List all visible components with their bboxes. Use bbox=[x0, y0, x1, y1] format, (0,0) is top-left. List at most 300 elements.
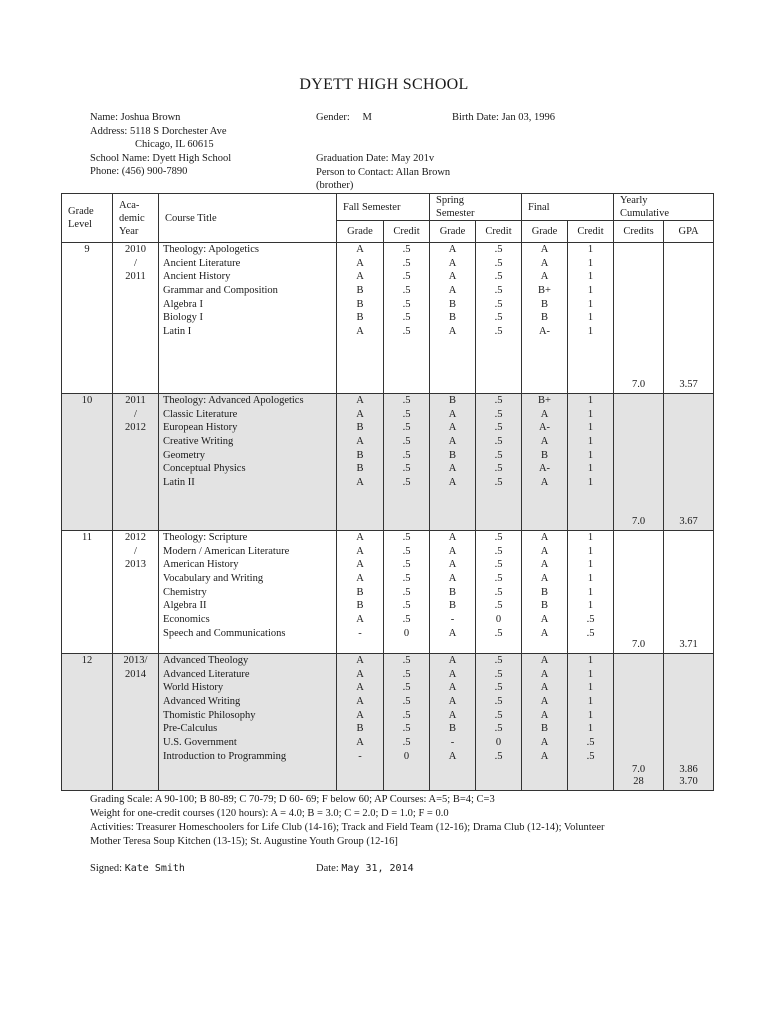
fall-grade: B bbox=[356, 422, 364, 434]
spring-grade: A bbox=[448, 285, 457, 297]
activities-line-1: Activities: Treasurer Homeschoolers for Life Club (14-16); Track and Field Team (12-16); Drama Club (12-14); Volunteer bbox=[90, 822, 605, 833]
course-title: Biology I bbox=[163, 312, 203, 324]
course-title: Algebra II bbox=[163, 600, 207, 612]
final-grade: A bbox=[540, 668, 549, 680]
fall-grade: A bbox=[356, 408, 364, 420]
course-title: Economics bbox=[163, 614, 210, 626]
fall-credit: .5 bbox=[402, 668, 411, 680]
spring-grade: B bbox=[449, 395, 457, 406]
fall-grade: A bbox=[356, 696, 364, 708]
year-start: 2010 bbox=[125, 244, 146, 255]
header-yearly-cumulative: Yearly Cumulative bbox=[614, 194, 714, 221]
gpa-value: 3.71 bbox=[679, 639, 698, 650]
fall-credit-cell bbox=[384, 243, 430, 394]
course-title: Conceptual Physics bbox=[163, 463, 246, 475]
final-credit: 1 bbox=[587, 326, 594, 338]
fall-grade: A bbox=[356, 271, 364, 283]
gender-value: M bbox=[362, 112, 372, 123]
final-grade: B bbox=[541, 586, 549, 598]
cumulative-gpa-cell bbox=[664, 654, 714, 791]
fall-credit: .5 bbox=[402, 586, 411, 598]
final-credit: 1 bbox=[587, 682, 594, 694]
contact-line-2: (brother) bbox=[316, 180, 354, 191]
fall-grade: A bbox=[356, 257, 364, 269]
spring-credit-cell bbox=[476, 394, 522, 531]
spring-grade: A bbox=[448, 532, 457, 543]
final-credit: 1 bbox=[587, 408, 594, 420]
spring-grade: A bbox=[448, 463, 457, 475]
fall-credit-cell bbox=[384, 531, 430, 654]
spring-credit: .5 bbox=[494, 271, 503, 283]
final-credit: 1 bbox=[587, 709, 594, 721]
spring-grade: A bbox=[448, 271, 457, 283]
spring-grade: A bbox=[448, 326, 457, 338]
course-title: Classic Literature bbox=[163, 408, 238, 420]
spring-grade-cell bbox=[430, 243, 476, 394]
final-credit-cell bbox=[568, 531, 614, 654]
fall-grade-cell bbox=[337, 654, 384, 791]
final-credit: .5 bbox=[586, 750, 595, 762]
course-title: American History bbox=[163, 559, 239, 571]
spring-credit: .5 bbox=[494, 422, 503, 434]
final-credit: 1 bbox=[587, 723, 594, 735]
fall-grade: A bbox=[356, 709, 364, 721]
year-start: 2012 bbox=[125, 532, 146, 543]
grade-level-cell bbox=[62, 243, 113, 394]
spring-credit: .5 bbox=[494, 750, 503, 762]
fall-grade: A bbox=[356, 395, 364, 406]
spring-credit: .5 bbox=[494, 696, 503, 708]
academic-year-cell bbox=[113, 394, 159, 531]
fall-credit: .5 bbox=[402, 655, 411, 666]
fall-grade: - bbox=[358, 627, 362, 639]
fall-credit-cell bbox=[384, 394, 430, 531]
cumulative-credits bbox=[614, 639, 663, 651]
course-title: European History bbox=[163, 422, 238, 434]
fall-credit: .5 bbox=[402, 696, 411, 708]
spring-credit: .5 bbox=[494, 449, 503, 461]
fall-credit: 0 bbox=[403, 627, 410, 639]
fall-grade: A bbox=[356, 614, 364, 626]
fall-credit-cell bbox=[384, 654, 430, 791]
spring-grade: A bbox=[448, 436, 457, 448]
fall-credit: .5 bbox=[402, 298, 411, 310]
header-final: Final bbox=[522, 194, 614, 221]
final-credit: 1 bbox=[587, 436, 594, 448]
spring-credit: .5 bbox=[494, 600, 503, 612]
footer-notes bbox=[90, 793, 605, 849]
cumulative-gpa bbox=[664, 516, 713, 528]
course-title-cell bbox=[159, 394, 337, 531]
final-credit: 1 bbox=[587, 271, 594, 283]
year-end: 2013 bbox=[125, 559, 146, 571]
fall-credit: .5 bbox=[402, 408, 411, 420]
spring-grade: A bbox=[448, 545, 457, 557]
student-info-left bbox=[90, 111, 231, 179]
spring-credit: .5 bbox=[494, 395, 503, 406]
student-name: Name: Joshua Brown bbox=[90, 112, 181, 123]
spring-credit: .5 bbox=[494, 312, 503, 324]
spring-credit: .5 bbox=[494, 477, 503, 489]
spring-credit: .5 bbox=[494, 244, 503, 255]
date-value: May 31, 2014 bbox=[341, 863, 414, 874]
spring-credit: .5 bbox=[494, 586, 503, 598]
header-credits: Credits bbox=[614, 221, 664, 243]
course-title: Algebra I bbox=[163, 298, 203, 310]
final-grade: A- bbox=[538, 422, 551, 434]
fall-credit: .5 bbox=[402, 395, 411, 406]
total-gpa-value: 3.70 bbox=[679, 776, 698, 787]
final-grade: B bbox=[541, 449, 549, 461]
final-grade: A bbox=[540, 709, 549, 721]
spring-credit: .5 bbox=[494, 668, 503, 680]
spring-credit: .5 bbox=[494, 408, 503, 420]
final-credit-cell bbox=[568, 654, 614, 791]
header-final-grade: Grade bbox=[522, 221, 568, 243]
course-title-cell bbox=[159, 531, 337, 654]
year-row bbox=[62, 243, 714, 394]
final-grade: B bbox=[541, 312, 549, 324]
final-grade: A bbox=[540, 545, 549, 557]
final-grade: A bbox=[540, 696, 549, 708]
spring-credit: 0 bbox=[495, 737, 502, 749]
final-grade: A bbox=[540, 737, 549, 749]
final-credit: 1 bbox=[587, 668, 594, 680]
course-title: Creative Writing bbox=[163, 436, 234, 448]
fall-grade: A bbox=[356, 326, 364, 338]
total-credits-value: 28 bbox=[633, 776, 644, 787]
final-grade: B+ bbox=[538, 285, 551, 297]
fall-grade: A bbox=[356, 532, 364, 543]
course-title: Pre-Calculus bbox=[163, 723, 218, 735]
spring-grade: A bbox=[448, 257, 457, 269]
fall-credit: .5 bbox=[402, 600, 411, 612]
year-row bbox=[62, 654, 714, 791]
course-title: Latin I bbox=[163, 326, 192, 338]
fall-credit: .5 bbox=[402, 737, 411, 749]
spring-grade: A bbox=[448, 655, 457, 666]
header-fall-credit: Credit bbox=[384, 221, 430, 243]
year-separator: / bbox=[134, 408, 137, 420]
final-grade: A bbox=[540, 257, 549, 269]
fall-grade: B bbox=[356, 723, 364, 735]
course-title: Ancient History bbox=[163, 271, 231, 283]
course-title: Vocabulary and Writing bbox=[163, 573, 264, 585]
final-credit: 1 bbox=[587, 285, 594, 297]
fall-grade: B bbox=[356, 449, 364, 461]
header-row-1 bbox=[62, 194, 714, 221]
header-fall-semester: Fall Semester bbox=[337, 194, 430, 221]
fall-credit: 0 bbox=[403, 750, 410, 762]
gpa-value: 3.86 bbox=[679, 764, 698, 775]
final-credit: 1 bbox=[587, 298, 594, 310]
spring-grade-cell bbox=[430, 654, 476, 791]
final-credit-cell bbox=[568, 243, 614, 394]
weight-note: Weight for one-credit courses (120 hours): A = 4.0; B = 3.0; C = 2.0; D = 1.0; F = 0.0 bbox=[90, 808, 449, 819]
year-separator: / bbox=[134, 545, 137, 557]
spring-grade: A bbox=[448, 682, 457, 694]
course-title: Grammar and Composition bbox=[163, 285, 278, 297]
spring-grade: B bbox=[449, 298, 457, 310]
fall-grade: A bbox=[356, 668, 364, 680]
fall-grade: A bbox=[356, 682, 364, 694]
course-title: Theology: Apologetics bbox=[163, 244, 259, 255]
spring-grade-cell bbox=[430, 394, 476, 531]
final-grade: A- bbox=[538, 326, 551, 338]
grade-level-value: 12 bbox=[81, 655, 93, 666]
fall-credit: .5 bbox=[402, 545, 411, 557]
spring-grade: A bbox=[448, 244, 457, 255]
spring-grade: A bbox=[448, 696, 457, 708]
final-credit: .5 bbox=[586, 614, 595, 626]
header-spring-semester: Spring Semester bbox=[430, 194, 522, 221]
year-row bbox=[62, 531, 714, 654]
final-grade: A bbox=[540, 573, 549, 585]
spring-credit: .5 bbox=[494, 326, 503, 338]
final-credit: 1 bbox=[587, 449, 594, 461]
credits-value: 7.0 bbox=[631, 764, 646, 775]
cumulative-gpa bbox=[664, 764, 713, 788]
final-credit: 1 bbox=[587, 395, 594, 406]
course-title: Chemistry bbox=[163, 586, 207, 598]
course-title: Latin II bbox=[163, 477, 195, 489]
final-grade: A bbox=[540, 477, 549, 489]
credits-value: 7.0 bbox=[631, 516, 646, 527]
fall-grade: A bbox=[356, 559, 364, 571]
spring-credit: .5 bbox=[494, 545, 503, 557]
spring-grade: A bbox=[448, 573, 457, 585]
header-gpa: GPA bbox=[664, 221, 714, 243]
signature bbox=[90, 862, 185, 876]
spring-credit: .5 bbox=[494, 463, 503, 475]
header-spring-credit: Credit bbox=[476, 221, 522, 243]
cumulative-credits-cell bbox=[614, 394, 664, 531]
address-line-2: Chicago, IL 60615 bbox=[135, 139, 214, 150]
spring-grade: A bbox=[448, 627, 457, 639]
final-credit: 1 bbox=[587, 573, 594, 585]
spring-grade: A bbox=[448, 750, 457, 762]
year-end: 2011 bbox=[125, 271, 146, 283]
fall-grade: A bbox=[356, 545, 364, 557]
address-line-1: Address: 5118 S Dorchester Ave bbox=[90, 125, 227, 137]
final-grade: B bbox=[541, 723, 549, 735]
final-credit: 1 bbox=[587, 600, 594, 612]
spring-grade: A bbox=[448, 408, 457, 420]
grading-scale: Grading Scale: A 90-100; B 80-89; C 70-79; D 60- 69; F below 60; AP Courses: A=5; B=4; C=3 bbox=[90, 794, 495, 805]
fall-credit: .5 bbox=[402, 449, 411, 461]
spring-credit: .5 bbox=[494, 436, 503, 448]
spring-grade: B bbox=[449, 600, 457, 612]
final-grade: A bbox=[540, 750, 549, 762]
year-end: 2012 bbox=[125, 422, 146, 434]
final-grade: A bbox=[540, 655, 549, 666]
gender-label: Gender: bbox=[316, 112, 350, 123]
cumulative-gpa bbox=[664, 379, 713, 391]
final-credit: 1 bbox=[587, 655, 594, 666]
grade-level-value: 11 bbox=[81, 532, 93, 543]
course-title: Speech and Communications bbox=[163, 627, 286, 639]
fall-credit: .5 bbox=[402, 709, 411, 721]
course-title: Geometry bbox=[163, 449, 205, 461]
fall-credit: .5 bbox=[402, 682, 411, 694]
course-title-cell bbox=[159, 243, 337, 394]
fall-credit: .5 bbox=[402, 422, 411, 434]
spring-credit: .5 bbox=[494, 723, 503, 735]
spring-grade: A bbox=[448, 477, 457, 489]
activities-line-2: Mother Teresa Soup Kitchen (13-15); St. Augustine Youth Group (12-16] bbox=[90, 836, 398, 847]
course-title: Advanced Theology bbox=[163, 655, 249, 666]
header-fall-grade: Grade bbox=[337, 221, 384, 243]
final-credit: 1 bbox=[587, 586, 594, 598]
fall-grade: - bbox=[358, 750, 362, 762]
final-grade: A bbox=[540, 614, 549, 626]
final-grade: B bbox=[541, 298, 549, 310]
fall-grade: B bbox=[356, 600, 364, 612]
fall-grade: B bbox=[356, 586, 364, 598]
final-credit: 1 bbox=[587, 545, 594, 557]
final-grade: A bbox=[540, 682, 549, 694]
cumulative-credits-cell bbox=[614, 531, 664, 654]
grade-level-value: 10 bbox=[81, 395, 93, 406]
header-spring-grade: Grade bbox=[430, 221, 476, 243]
course-title: Modern / American Literature bbox=[163, 545, 290, 557]
cumulative-gpa-cell bbox=[664, 243, 714, 394]
fall-credit: .5 bbox=[402, 723, 411, 735]
year-start: 2013/ bbox=[123, 655, 148, 666]
spring-credit: .5 bbox=[494, 559, 503, 571]
credits-value: 7.0 bbox=[631, 639, 646, 650]
fall-grade: A bbox=[356, 244, 364, 255]
fall-credit: .5 bbox=[402, 463, 411, 475]
fall-credit: .5 bbox=[402, 559, 411, 571]
fall-grade: A bbox=[356, 436, 364, 448]
spring-credit: .5 bbox=[494, 655, 503, 666]
cumulative-gpa bbox=[664, 639, 713, 651]
final-credit: 1 bbox=[587, 696, 594, 708]
cumulative-credits bbox=[614, 379, 663, 391]
year-separator: / bbox=[134, 257, 137, 269]
header-grade-level: Grade Level bbox=[62, 194, 113, 243]
fall-grade: B bbox=[356, 298, 364, 310]
academic-year-cell bbox=[113, 654, 159, 791]
header-final-credit: Credit bbox=[568, 221, 614, 243]
academic-year-cell bbox=[113, 243, 159, 394]
spring-credit: .5 bbox=[494, 532, 503, 543]
course-title: Theology: Scripture bbox=[163, 532, 248, 543]
header-course-title: Course Title bbox=[159, 194, 337, 243]
cumulative-gpa-cell bbox=[664, 394, 714, 531]
fall-credit: .5 bbox=[402, 436, 411, 448]
fall-grade-cell bbox=[337, 531, 384, 654]
final-grade: B+ bbox=[538, 395, 551, 406]
signed-value: Kate Smith bbox=[124, 863, 185, 874]
fall-grade: A bbox=[356, 477, 364, 489]
final-credit: 1 bbox=[587, 257, 594, 269]
course-title: U.S. Government bbox=[163, 737, 237, 749]
transcript-table bbox=[61, 193, 714, 791]
spring-credit-cell bbox=[476, 654, 522, 791]
fall-grade: A bbox=[356, 655, 364, 666]
academic-year-cell bbox=[113, 531, 159, 654]
spring-grade: - bbox=[450, 614, 455, 626]
final-grade: A bbox=[540, 436, 549, 448]
grade-level-cell bbox=[62, 654, 113, 791]
spring-credit-cell bbox=[476, 243, 522, 394]
fall-credit: .5 bbox=[402, 285, 411, 297]
school-name: School Name: Dyett High School bbox=[90, 152, 232, 164]
gpa-value: 3.67 bbox=[679, 516, 698, 527]
fall-credit: .5 bbox=[402, 614, 411, 626]
fall-credit: .5 bbox=[402, 257, 411, 269]
final-grade: A bbox=[540, 408, 549, 420]
course-title: Advanced Literature bbox=[163, 668, 250, 680]
fall-grade: A bbox=[356, 737, 364, 749]
fall-grade-cell bbox=[337, 243, 384, 394]
final-credit: 1 bbox=[587, 422, 594, 434]
final-credit-cell bbox=[568, 394, 614, 531]
fall-grade-cell bbox=[337, 394, 384, 531]
graduation-contact bbox=[316, 152, 450, 193]
spring-grade: B bbox=[449, 449, 457, 461]
fall-grade: B bbox=[356, 285, 364, 297]
spring-credit: .5 bbox=[494, 257, 503, 269]
spring-grade: A bbox=[448, 559, 457, 571]
final-grade: A bbox=[540, 627, 549, 639]
spring-grade: A bbox=[448, 668, 457, 680]
spring-credit: .5 bbox=[494, 573, 503, 585]
spring-grade: - bbox=[450, 737, 455, 749]
final-grade-cell bbox=[522, 531, 568, 654]
final-grade: A bbox=[540, 532, 549, 543]
fall-credit: .5 bbox=[402, 312, 411, 324]
year-end: 2014 bbox=[125, 668, 146, 680]
cumulative-credits bbox=[614, 516, 663, 528]
spring-credit: .5 bbox=[494, 298, 503, 310]
grade-level-cell bbox=[62, 531, 113, 654]
final-credit: 1 bbox=[587, 559, 594, 571]
final-credit: 1 bbox=[587, 312, 594, 324]
spring-grade: B bbox=[449, 586, 457, 598]
final-grade-cell bbox=[522, 394, 568, 531]
course-title: World History bbox=[163, 682, 224, 694]
spring-credit: .5 bbox=[494, 285, 503, 297]
spring-credit-cell bbox=[476, 531, 522, 654]
header-academic-year: Aca-demic Year bbox=[113, 194, 159, 243]
signature-date bbox=[316, 862, 414, 876]
fall-grade: B bbox=[356, 463, 364, 475]
spring-credit: .5 bbox=[494, 682, 503, 694]
signed-label: Signed: bbox=[90, 863, 123, 874]
page-title: DYETT HIGH SCHOOL bbox=[299, 76, 469, 93]
final-credit: .5 bbox=[586, 737, 595, 749]
course-title: Thomistic Philosophy bbox=[163, 709, 256, 721]
fall-grade: B bbox=[356, 312, 364, 324]
year-row bbox=[62, 394, 714, 531]
course-title-cell bbox=[159, 654, 337, 791]
phone: Phone: (456) 900-7890 bbox=[90, 166, 188, 177]
spring-credit: 0 bbox=[495, 614, 502, 626]
fall-credit: .5 bbox=[402, 271, 411, 283]
spring-grade: B bbox=[449, 723, 457, 735]
final-credit: 1 bbox=[587, 532, 594, 543]
final-grade: B bbox=[541, 600, 549, 612]
year-start: 2011 bbox=[125, 395, 146, 406]
final-grade-cell bbox=[522, 243, 568, 394]
credits-value: 7.0 bbox=[631, 379, 646, 390]
graduation-date: Graduation Date: May 201v bbox=[316, 153, 435, 164]
spring-credit: .5 bbox=[494, 627, 503, 639]
final-credit: 1 bbox=[587, 244, 594, 255]
